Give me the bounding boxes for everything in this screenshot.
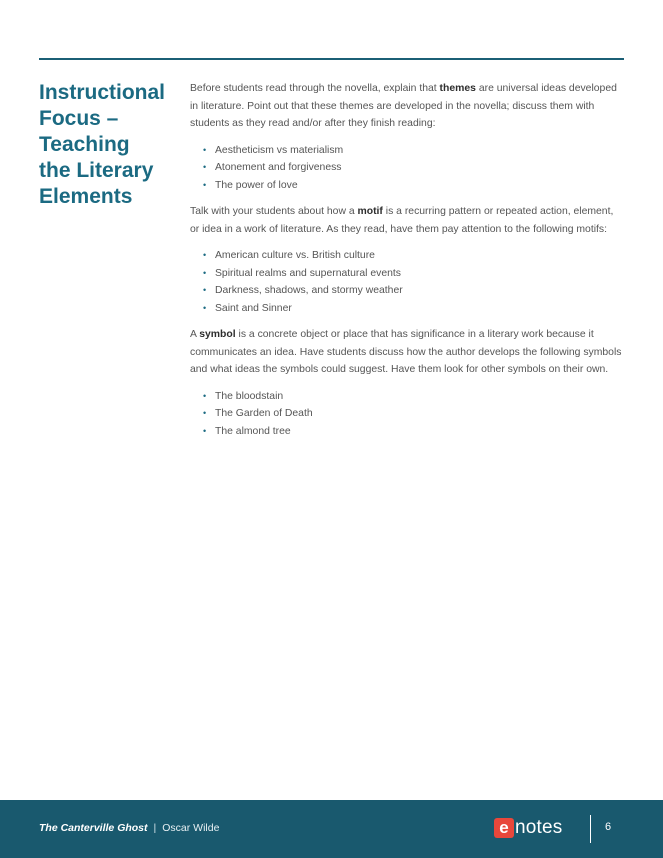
motifs-list [190, 247, 622, 317]
bullet-icon: • [203, 425, 207, 436]
footer-divider [590, 815, 591, 843]
bullet-icon: • [203, 390, 207, 401]
list-item [190, 142, 622, 160]
list-item-text: Darkness, shadows, and stormy weather [215, 285, 403, 296]
symbols-keyword: symbol [199, 329, 236, 340]
heading-line: Instructional [39, 81, 166, 104]
bullet-icon: • [203, 144, 207, 155]
bullet-icon: • [203, 267, 207, 278]
bullet-icon: • [203, 285, 207, 295]
motifs-intro-before: Talk with your students about how a [190, 206, 358, 217]
footer-citation [39, 822, 219, 834]
list-item-text: The Garden of Death [215, 408, 313, 419]
top-rule [39, 58, 624, 60]
themes-paragraph [190, 80, 622, 133]
motifs-keyword: motif [357, 206, 383, 217]
footer-separator: | [153, 822, 157, 834]
logo-text: notes [515, 817, 563, 838]
heading-line: the Literary [39, 159, 154, 182]
list-item [190, 388, 622, 406]
motifs-intro-after: is a recurring pattern or repeated action, element, or idea in a work of literature. As they read, have them pay attention to the following motifs: [190, 206, 614, 235]
heading-line: Focus – [39, 107, 119, 130]
list-item-text: The power of love [215, 179, 298, 191]
list-item [190, 247, 622, 265]
section-heading [39, 80, 179, 210]
list-item-text: The almond tree [215, 425, 291, 437]
bullet-icon: • [203, 162, 207, 172]
themes-intro-before: Before students read through the novella, explain that [190, 83, 440, 94]
list-item-text: Spiritual realms and supernatural events [215, 267, 401, 279]
list-item [190, 405, 622, 423]
list-item-text: American culture vs. British culture [215, 250, 375, 261]
themes-intro-after: are universal ideas developed in literature. Point out that these themes are developed in the novella; discuss them with students as they read and/or after they finish reading: [190, 83, 617, 129]
bullet-icon: • [203, 408, 207, 418]
symbols-list [190, 388, 622, 441]
bullet-icon: • [203, 250, 207, 260]
list-item [190, 265, 622, 283]
page-number: 6 [605, 821, 612, 833]
list-item [190, 300, 622, 318]
enotes-logo [494, 817, 562, 839]
heading-line: Teaching [39, 133, 130, 156]
list-item-text: Aestheticism vs materialism [215, 144, 344, 156]
list-item-text: The bloodstain [215, 390, 284, 402]
list-item [190, 177, 622, 195]
list-item [190, 159, 622, 177]
symbols-intro-before: A [190, 329, 200, 340]
bullet-icon: • [203, 302, 207, 313]
motifs-paragraph [190, 203, 622, 238]
symbols-paragraph [190, 326, 622, 379]
heading-line: Elements [39, 185, 133, 208]
footer-author: Oscar Wilde [162, 822, 220, 834]
content-column [190, 80, 622, 449]
bullet-icon: • [203, 179, 207, 190]
symbols-intro-after: is a concrete object or place that has significance in a literary work because it communicates an idea. Have students discuss how the author develops the following symbols and what ideas the symbols could suggest. Have them look for other symbols on their own. [190, 329, 622, 375]
logo-e-icon: e [494, 818, 514, 838]
themes-list [190, 142, 622, 195]
list-item [190, 282, 622, 300]
footer-book-title: The Canterville Ghost [39, 822, 148, 834]
list-item-text: Atonement and forgiveness [215, 162, 342, 173]
list-item-text: Saint and Sinner [215, 302, 292, 314]
themes-keyword: themes [439, 83, 476, 94]
list-item [190, 423, 622, 441]
footer-bar [0, 800, 663, 858]
